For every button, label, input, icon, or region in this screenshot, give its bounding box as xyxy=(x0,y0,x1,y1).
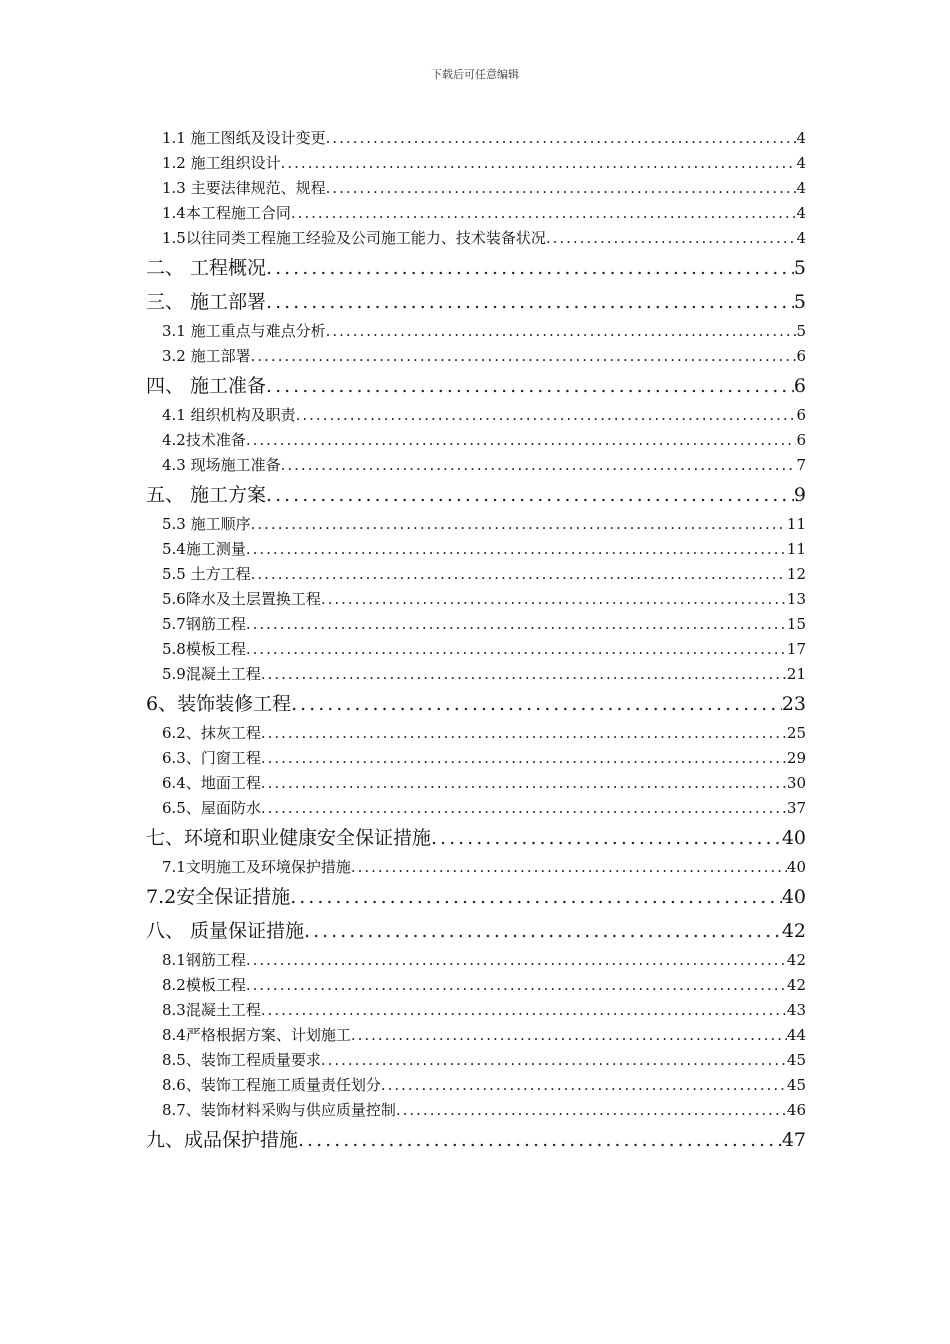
toc-entry[interactable] xyxy=(146,1123,806,1157)
toc-leader-dots xyxy=(321,587,787,612)
toc-entry-title: 1.1 施工图纸及设计变更 xyxy=(162,129,326,147)
toc-leader-dots xyxy=(291,201,797,226)
toc-page-number: 42 xyxy=(786,976,806,994)
toc-entry[interactable] xyxy=(162,562,806,587)
toc-leader-dots xyxy=(326,176,797,201)
toc-leader-dots xyxy=(251,344,797,369)
toc-leader-dots xyxy=(296,403,797,428)
toc-leader-dots xyxy=(351,855,787,880)
toc-entry[interactable] xyxy=(162,612,806,637)
toc-page-number: 21 xyxy=(786,665,806,683)
toc-page-number: 6 xyxy=(796,431,806,449)
toc-page-number: 23 xyxy=(781,693,806,715)
toc-leader-dots xyxy=(266,478,794,512)
toc-entry-title: 4.3 现场施工准备 xyxy=(162,456,281,474)
toc-leader-dots xyxy=(298,1123,782,1157)
toc-entry-title: 6.5、屋面防水 xyxy=(162,799,261,817)
toc-page-number: 11 xyxy=(786,540,806,558)
toc-entry-title: 8.6、装饰工程施工质量责任划分 xyxy=(162,1076,381,1094)
toc-page-number: 45 xyxy=(786,1051,806,1069)
toc-entry[interactable] xyxy=(162,721,806,746)
page-header: 下载后可任意编辑 xyxy=(431,68,519,81)
toc-page-number: 15 xyxy=(786,615,806,633)
toc-entry-title: 3.1 施工重点与难点分析 xyxy=(162,322,326,340)
toc-entry-title: 八、 质量保证措施 xyxy=(146,920,305,942)
toc-entry-title: 5.8模板工程 xyxy=(162,640,246,658)
toc-leader-dots xyxy=(261,998,787,1023)
toc-entry-title: 5.6降水及土层置换工程 xyxy=(162,590,321,608)
toc-entry[interactable] xyxy=(162,587,806,612)
toc-leader-dots xyxy=(290,880,782,914)
toc-entry[interactable] xyxy=(162,771,806,796)
toc-entry[interactable] xyxy=(162,637,806,662)
toc-leader-dots xyxy=(246,948,787,973)
toc-entry-title: 6.2、抹灰工程 xyxy=(162,724,261,742)
toc-page-number: 4 xyxy=(796,179,806,197)
toc-leader-dots xyxy=(261,662,787,687)
toc-entry-title: 8.2模板工程 xyxy=(162,976,246,994)
toc-entry[interactable] xyxy=(162,126,806,151)
toc-leader-dots xyxy=(281,151,797,176)
toc-entry-title: 8.4严格根据方案、计划施工 xyxy=(162,1026,351,1044)
toc-entry-title: 七、环境和职业健康安全保证措施 xyxy=(146,827,432,849)
toc-entry-title: 6.3、门窗工程 xyxy=(162,749,261,767)
toc-page-number: 40 xyxy=(786,858,806,876)
toc-leader-dots xyxy=(326,319,797,344)
toc-page-number: 4 xyxy=(796,204,806,222)
toc-page-number: 17 xyxy=(786,640,806,658)
toc-entry[interactable] xyxy=(162,403,806,428)
toc-entry[interactable] xyxy=(162,453,806,478)
toc-leader-dots xyxy=(431,821,782,855)
toc-page-number: 47 xyxy=(781,1129,806,1151)
toc-entry-title: 三、 施工部署 xyxy=(146,291,267,313)
toc-leader-dots xyxy=(246,612,787,637)
toc-entry[interactable] xyxy=(162,319,806,344)
toc-leader-dots xyxy=(281,453,797,478)
toc-entry-title: 8.1钢筋工程 xyxy=(162,951,246,969)
toc-leader-dots xyxy=(266,369,794,403)
toc-entry[interactable] xyxy=(162,428,806,453)
toc-entry[interactable] xyxy=(162,1023,806,1048)
toc-entry[interactable] xyxy=(146,478,806,512)
toc-page-number: 7 xyxy=(796,456,806,474)
toc-page-number: 42 xyxy=(781,920,806,942)
toc-entry-title: 1.3 主要法律规范、规程 xyxy=(162,179,326,197)
toc-entry[interactable] xyxy=(162,1098,806,1123)
toc-leader-dots xyxy=(291,687,782,721)
toc-entry[interactable] xyxy=(162,537,806,562)
toc-leader-dots xyxy=(396,1098,787,1123)
toc-page-number: 12 xyxy=(786,565,806,583)
toc-entry-title: 8.7、装饰材料采购与供应质量控制 xyxy=(162,1101,396,1119)
toc-entry[interactable] xyxy=(162,151,806,176)
toc-entry[interactable] xyxy=(162,746,806,771)
toc-entry[interactable] xyxy=(146,369,806,403)
toc-entry[interactable] xyxy=(162,796,806,821)
toc-entry-title: 5.4施工测量 xyxy=(162,540,246,558)
toc-page-number: 11 xyxy=(786,515,806,533)
toc-entry[interactable] xyxy=(146,687,806,721)
toc-entry[interactable] xyxy=(162,512,806,537)
toc-leader-dots xyxy=(246,537,787,562)
toc-entry-title: 3.2 施工部署 xyxy=(162,347,251,365)
toc-page-number: 42 xyxy=(786,951,806,969)
toc-page-number: 25 xyxy=(786,724,806,742)
toc-leader-dots xyxy=(546,226,797,251)
toc-page-number: 44 xyxy=(786,1026,806,1044)
toc-entry-title: 5.9混凝土工程 xyxy=(162,665,261,683)
toc-leader-dots xyxy=(251,512,787,537)
toc-entry[interactable] xyxy=(146,821,806,855)
toc-page-number: 40 xyxy=(781,827,806,849)
toc-page-number: 13 xyxy=(786,590,806,608)
toc-entry[interactable] xyxy=(162,1073,806,1098)
toc-entry-title: 8.3混凝土工程 xyxy=(162,1001,261,1019)
toc-entry-title: 九、成品保护措施 xyxy=(146,1129,299,1151)
toc-leader-dots xyxy=(261,721,787,746)
toc-leader-dots xyxy=(251,562,787,587)
toc-leader-dots xyxy=(246,973,787,998)
toc-page-number: 5 xyxy=(796,322,806,340)
toc-page-number: 43 xyxy=(786,1001,806,1019)
toc-entry[interactable] xyxy=(162,176,806,201)
toc-entry-title: 6、装饰装修工程 xyxy=(146,693,292,715)
toc-entry[interactable] xyxy=(146,285,806,319)
table-of-contents xyxy=(0,126,950,1157)
toc-leader-dots xyxy=(351,1023,787,1048)
toc-leader-dots xyxy=(261,796,787,821)
toc-entry[interactable] xyxy=(162,973,806,998)
toc-entry-title: 五、 施工方案 xyxy=(146,484,267,506)
toc-leader-dots xyxy=(261,771,787,796)
toc-leader-dots xyxy=(266,251,794,285)
toc-page-number: 6 xyxy=(793,375,806,397)
toc-page-number: 30 xyxy=(786,774,806,792)
toc-entry-title: 4.2技术准备 xyxy=(162,431,246,449)
toc-page-number: 45 xyxy=(786,1076,806,1094)
toc-page-number: 46 xyxy=(786,1101,806,1119)
toc-entry[interactable] xyxy=(162,344,806,369)
toc-entry[interactable] xyxy=(162,855,806,880)
toc-page-number: 40 xyxy=(781,886,806,908)
toc-leader-dots xyxy=(321,1048,787,1073)
toc-entry-title: 1.2 施工组织设计 xyxy=(162,154,281,172)
toc-leader-dots xyxy=(246,637,787,662)
toc-entry-title: 8.5、装饰工程质量要求 xyxy=(162,1051,321,1069)
toc-entry-title: 二、 工程概况 xyxy=(146,257,267,279)
toc-entry[interactable] xyxy=(146,251,806,285)
toc-entry[interactable] xyxy=(162,948,806,973)
toc-page-number: 29 xyxy=(786,749,806,767)
toc-page-number: 4 xyxy=(796,229,806,247)
toc-page-number: 4 xyxy=(796,154,806,172)
toc-leader-dots xyxy=(326,126,797,151)
toc-page-number: 6 xyxy=(796,347,806,365)
toc-entry[interactable] xyxy=(162,662,806,687)
toc-entry-title: 5.5 土方工程 xyxy=(162,565,251,583)
toc-entry-title: 7.1文明施工及环境保护措施 xyxy=(162,858,351,876)
toc-page-number: 9 xyxy=(793,484,806,506)
toc-entry-title: 6.4、地面工程 xyxy=(162,774,261,792)
toc-entry-title: 1.4本工程施工合同 xyxy=(162,204,291,222)
toc-entry[interactable] xyxy=(162,226,806,251)
toc-leader-dots xyxy=(246,428,797,453)
toc-entry[interactable] xyxy=(146,914,806,948)
toc-page-number: 4 xyxy=(796,129,806,147)
toc-entry[interactable] xyxy=(162,998,806,1023)
toc-leader-dots xyxy=(381,1073,787,1098)
toc-leader-dots xyxy=(266,285,794,319)
toc-page-number: 5 xyxy=(793,257,806,279)
toc-entry-title: 四、 施工准备 xyxy=(146,375,267,397)
toc-page-number: 6 xyxy=(796,406,806,424)
toc-entry[interactable] xyxy=(146,880,806,914)
toc-leader-dots xyxy=(304,914,782,948)
toc-entry-title: 5.7钢筋工程 xyxy=(162,615,246,633)
toc-entry-title: 4.1 组织机构及职责 xyxy=(162,406,296,424)
toc-entry-title: 7.2安全保证措施 xyxy=(146,886,291,908)
toc-entry[interactable] xyxy=(162,201,806,226)
toc-entry[interactable] xyxy=(162,1048,806,1073)
toc-leader-dots xyxy=(261,746,787,771)
toc-entry-title: 5.3 施工顺序 xyxy=(162,515,251,533)
toc-page-number: 5 xyxy=(793,291,806,313)
toc-entry-title: 1.5以往同类工程施工经验及公司施工能力、技术装备状况 xyxy=(162,229,546,247)
toc-page-number: 37 xyxy=(786,799,806,817)
